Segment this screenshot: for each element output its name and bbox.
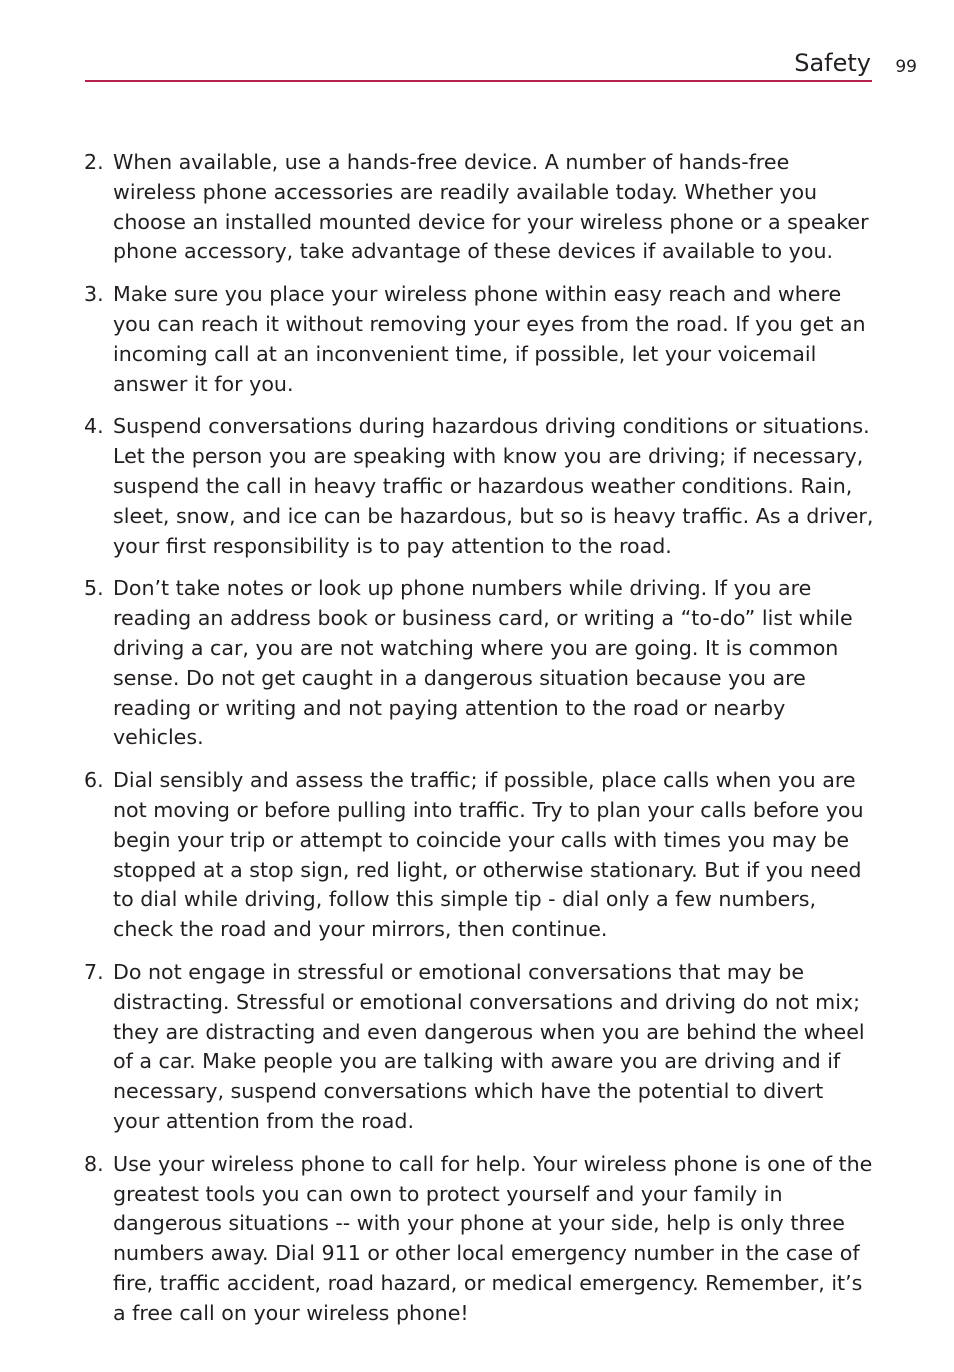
- list-item-text: Make sure you place your wireless phone within easy reach and where you can reach it without removing your eyes from the road. If you get an incoming call at an inconvenient time, if possible, let your voicemail answer it for you.: [113, 282, 866, 396]
- list-item: [84, 412, 874, 561]
- list-item-number: 2.: [84, 150, 104, 174]
- list-item: [84, 958, 874, 1137]
- list-item-text: Use your wireless phone to call for help. Your wireless phone is one of the greatest tools you can own to protect yourself and your family in dangerous situations -- with your phone at your side, help is only three numbers away. Dial 911 or other local emergency number in the case of fire, traffic accident, road hazard, or medical emergency. Remember, it’s a free call on your wireless phone!: [113, 1151, 873, 1325]
- list-item: [84, 280, 874, 399]
- list-item: [84, 574, 874, 753]
- list-item: [84, 148, 874, 267]
- list-item-text: Dial sensibly and assess the traffic; if possible, place calls when you are not moving or before pulling into traffic. Try to plan your calls before you begin your trip or attempt to coincide your calls with times you may be stopped at a stop sign, red light, or otherwise stationary. But if you need to dial while driving, follow this simple tip - dial only a few numbers, check the road and your mirrors, then continue.: [113, 768, 864, 942]
- page-number: 99: [895, 57, 917, 77]
- list-item-text: Do not engage in stressful or emotional conversations that may be distracting. Stressful or emotional conversations and driving do not mix; they are distracting and even dangerous when you are behind the wheel of a car. Make people you are talking with aware you are driving and if necessary, suspend conversations which have the potential to divert your attention from the road.: [113, 959, 865, 1133]
- list-item-number: 7.: [84, 959, 104, 984]
- list-item-number: 5.: [84, 576, 104, 601]
- list-item-number: 8.: [84, 1151, 104, 1176]
- list-item: [84, 766, 874, 945]
- numbered-list: [84, 148, 874, 1341]
- list-item-number: 4.: [84, 414, 104, 439]
- section-title: Safety: [794, 49, 871, 77]
- list-item-text: Suspend conversations during hazardous driving conditions or situations. Let the person you are speaking with know you are driving; if necessary, suspend the call in heavy traffic or hazardous weather conditions. Rain, sleet, snow, and ice can be hazardous, but so is heavy traffic. As a driver, your first responsibility is to pay attention to the road.: [113, 414, 874, 558]
- page-header: [85, 44, 917, 84]
- list-item-text: Don’t take notes or look up phone numbers while driving. If you are reading an address book or business card, or writing a “to-do” list while driving a car, you are not watching where you are going. It is common sense. Do not get caught in a dangerous situation because you are reading or writing and not paying attention to the road or nearby vehicles.: [113, 576, 853, 750]
- list-item-number: 6.: [84, 768, 104, 793]
- list-item-text: When available, use a hands-free device. A number of hands-free wireless phone accessories are readily available today. Whether you choose an installed mounted device for your wireless phone or a speaker phone accessory, take advantage of these devices if available to you.: [113, 150, 869, 264]
- list-item-number: 3.: [84, 282, 104, 307]
- header-rule: [85, 80, 872, 82]
- list-item: [84, 1150, 874, 1329]
